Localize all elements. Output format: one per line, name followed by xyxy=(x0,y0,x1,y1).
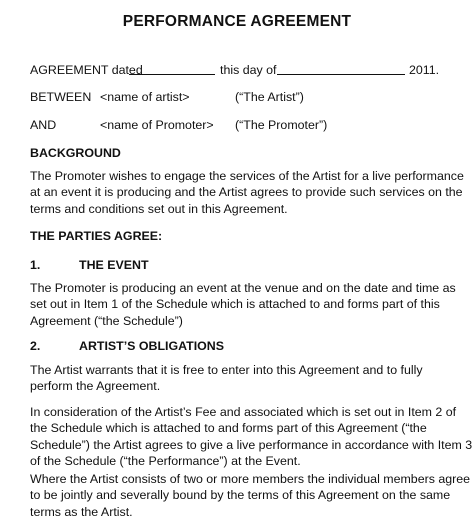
promoter-alias: (“The Promoter”) xyxy=(235,118,328,132)
promoter-name-placeholder: <name of Promoter> xyxy=(100,118,214,132)
section-2-number: 2. xyxy=(30,339,41,353)
section-1-line: Agreement (“the Schedule”) xyxy=(30,313,183,328)
section-2-para2-line: of the Schedule (“the Performance”) at the Event. xyxy=(30,453,301,468)
this-day-of-label: this day of xyxy=(220,63,277,77)
section-2-para3-line: to be jointly and severally bound by the terms of this Agreement on the same xyxy=(30,488,451,503)
section-2-heading: ARTIST’S OBLIGATIONS xyxy=(79,339,225,353)
parties-agree-heading: THE PARTIES AGREE: xyxy=(30,229,163,243)
artist-name-placeholder: <name of artist> xyxy=(100,90,190,104)
section-2-para2-line: In consideration of the Artist’s Fee and associated which is set out in Item 2 of xyxy=(30,405,457,419)
year-label: 2011. xyxy=(409,63,440,77)
section-2-para1-line: The Artist warrants that it is free to enter into this Agreement and to fully xyxy=(30,363,423,377)
section-2-para3-line: terms as the Artist. xyxy=(30,504,133,519)
section-2-para3-line: Where the Artist consists of two or more members the individual members agree xyxy=(30,472,471,486)
background-paragraph xyxy=(30,168,464,217)
and-label: AND xyxy=(30,118,57,132)
section-1-heading: THE EVENT xyxy=(79,258,149,272)
section-2-para1-line: perform the Agreement. xyxy=(30,379,161,394)
background-line: The Promoter wishes to engage the services of the Artist for a live performance xyxy=(30,169,464,183)
section-1-line: The Promoter is producing an event at the venue and on the date and time as xyxy=(30,281,456,295)
background-heading: BACKGROUND xyxy=(30,146,121,160)
document-title: PERFORMANCE AGREEMENT xyxy=(122,13,352,30)
section-2-paragraph-2 xyxy=(30,404,473,469)
between-label: BETWEEN xyxy=(30,90,92,104)
date-blank xyxy=(129,60,215,75)
section-2-para2-line: the Schedule which is attached to and forms part of this Agreement (“the xyxy=(30,421,427,436)
month-blank xyxy=(277,60,405,75)
section-2-para2-line: Schedule”) the Artist agrees to give a live performance in accordance with Item 3 xyxy=(30,437,473,452)
section-1-line: set out in Item 1 of the Schedule which is attached to and forms part of this xyxy=(30,297,440,312)
section-1-paragraph xyxy=(30,280,456,329)
background-line: at an event it is producing and the Artist agrees to provide such services on the xyxy=(30,185,463,200)
background-line: terms and conditions set out in this Agreement. xyxy=(30,201,288,216)
section-2-paragraph-3 xyxy=(30,471,471,520)
section-1-number: 1. xyxy=(30,258,41,272)
section-2-paragraph-1 xyxy=(30,362,450,395)
agreement-dated-label: AGREEMENT dated xyxy=(30,63,143,77)
artist-alias: (“The Artist”) xyxy=(235,90,304,104)
